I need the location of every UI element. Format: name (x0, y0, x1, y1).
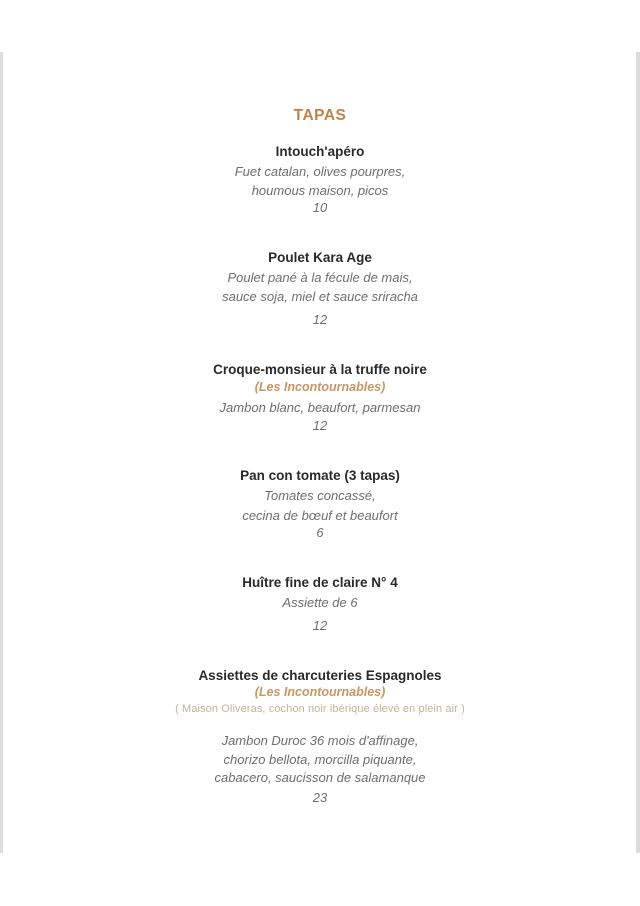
item-description-line: houmous maison, picos (251, 183, 389, 198)
item-description-line: Jambon blanc, beaufort, parmesan (219, 400, 421, 415)
item-name: Assiettes de charcuteries Espagnoles (198, 668, 442, 683)
item-description-line: Tomates concassé, (264, 488, 376, 503)
item-name: Croque-monsieur à la truffe noire (213, 362, 427, 377)
item-tag: (Les Incontournables) (254, 685, 386, 699)
item-description-line: Fuet catalan, olives pourpres, (234, 164, 406, 179)
item-description-line: chorizo bellota, morcilla piquante, (223, 752, 417, 767)
item-price: 12 (312, 418, 328, 433)
item-price: 6 (316, 525, 324, 540)
item-name: Intouch'apéro (275, 144, 365, 159)
item-name: Poulet Kara Age (268, 250, 372, 265)
item-price: 10 (312, 200, 328, 215)
item-tag: (Les Incontournables) (254, 380, 386, 394)
item-description-line: Poulet pané à la fécule de mais, (227, 270, 413, 285)
item-description-line: sauce soja, miel et sauce sriracha (222, 289, 418, 304)
item-description-line: Assiette de 6 (282, 595, 358, 610)
item-price: 12 (312, 312, 328, 327)
section-title: TAPAS (293, 107, 347, 124)
item-description-line: cabacero, saucisson de salamanque (214, 770, 426, 785)
item-price: 12 (312, 618, 328, 633)
item-description-line: Jambon Duroc 36 mois d'affinage, (221, 733, 419, 748)
item-name: Huître fine de claire N° 4 (242, 575, 398, 590)
item-name: Pan con tomate (3 tapas) (240, 468, 400, 483)
item-description-line: cecina de bœuf et beaufort (242, 508, 398, 523)
item-note: ( Maison Oliveras, cochon noir ibérique élevé en plein air ) (175, 703, 465, 715)
item-price: 23 (312, 790, 328, 805)
